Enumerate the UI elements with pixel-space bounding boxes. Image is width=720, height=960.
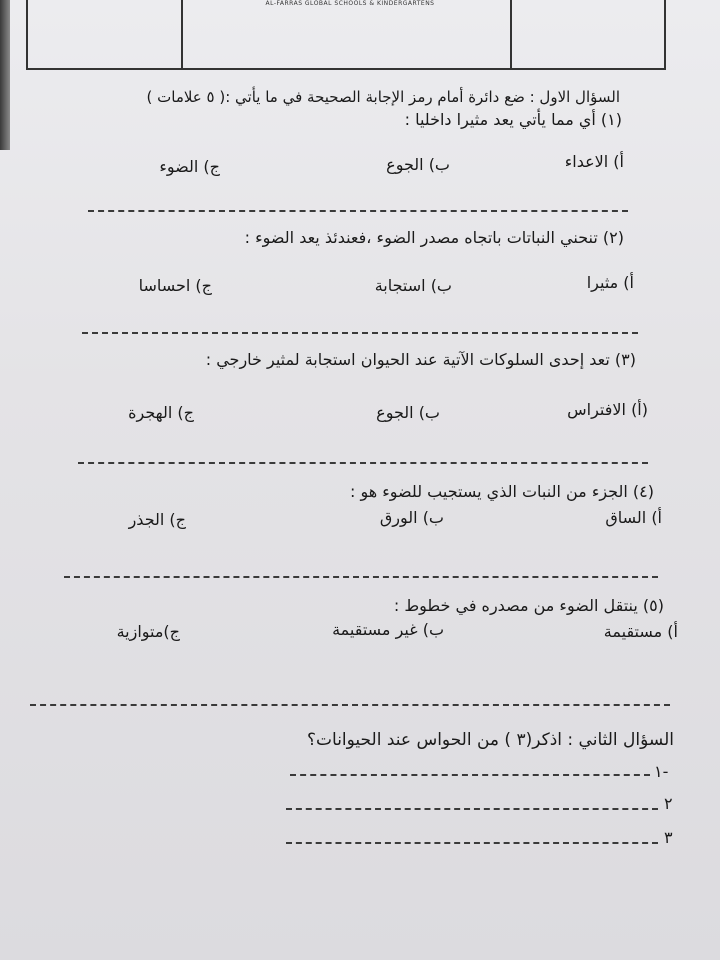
- q1-item2-stem: (٢) تنحني النباتات باتجاه مصدر الضوء ،فعندئذ يعد الضوء :: [244, 228, 624, 247]
- answer-number-3: ٣: [664, 828, 673, 847]
- q1-item4-option-b[interactable]: ب) الورق: [379, 508, 444, 527]
- school-name: AL-FARRAS GLOBAL SCHOOLS & KINDERGARTENS: [265, 0, 435, 7]
- question2-heading: السؤال الثاني : اذكر(٣ ) من الحواس عند الحيوانات؟: [306, 730, 674, 750]
- q1-item2-option-a[interactable]: أ) مثيرا: [586, 273, 634, 292]
- q1-item5-stem: (٥) ينتقل الضوء من مصدره في خطوط :: [393, 596, 664, 615]
- q1-item5-option-a[interactable]: أ) مستقيمة: [603, 622, 678, 641]
- answer-line-3[interactable]: [286, 842, 658, 844]
- separator-5: [30, 704, 670, 706]
- page-edge-shadow: [0, 0, 10, 150]
- q1-item4-option-a[interactable]: أ) الساق: [605, 508, 662, 527]
- header-box-right: [510, 0, 666, 70]
- q1-item2-option-b[interactable]: ب) استجابة: [374, 276, 452, 295]
- separator-2: [82, 332, 638, 334]
- answer-line-1[interactable]: [290, 774, 650, 776]
- separator-3: [78, 462, 648, 464]
- q1-item1-option-c[interactable]: ج) الضوء: [159, 157, 220, 176]
- q1-item5-option-c[interactable]: ج)متوازية: [116, 622, 180, 641]
- q1-item3-option-a[interactable]: (أ) الافتراس: [567, 400, 648, 419]
- q1-item3-option-c[interactable]: ج) الهجرة: [128, 403, 194, 422]
- answer-number-1: ١-: [654, 762, 669, 781]
- answer-number-2: ٢: [664, 794, 673, 813]
- q1-item2-option-c[interactable]: ج) احساسا: [138, 276, 212, 295]
- q1-item1-option-a[interactable]: أ) الاعداء: [564, 152, 624, 171]
- separator-4: [64, 576, 658, 578]
- q1-item5-option-b[interactable]: ب) غير مستقيمة: [332, 620, 444, 639]
- q1-item4-stem: (٤) الجزء من النبات الذي يستجيب للضوء هو :: [349, 482, 654, 501]
- question1-heading: السؤال الاول : ضع دائرة أمام رمز الإجابة الصحيحة في ما يأتي :( ٥ علامات ): [146, 88, 620, 106]
- q1-item1-stem: (١) أي مما يأتي يعد مثيرا داخليا :: [404, 110, 622, 129]
- header-box-left: [26, 0, 183, 70]
- answer-line-2[interactable]: [286, 808, 658, 810]
- q1-item3-option-b[interactable]: ب) الجوع: [376, 403, 440, 422]
- q1-item4-option-c[interactable]: ج) الجذر: [128, 510, 186, 529]
- header-box-middle: [181, 0, 512, 70]
- q1-item1-option-b[interactable]: ب) الجوع: [386, 155, 450, 174]
- separator-1: [88, 210, 628, 212]
- q1-item3-stem: (٣) تعد إحدى السلوكات الآتية عند الحيوان استجابة لمثير خارجي :: [205, 350, 636, 369]
